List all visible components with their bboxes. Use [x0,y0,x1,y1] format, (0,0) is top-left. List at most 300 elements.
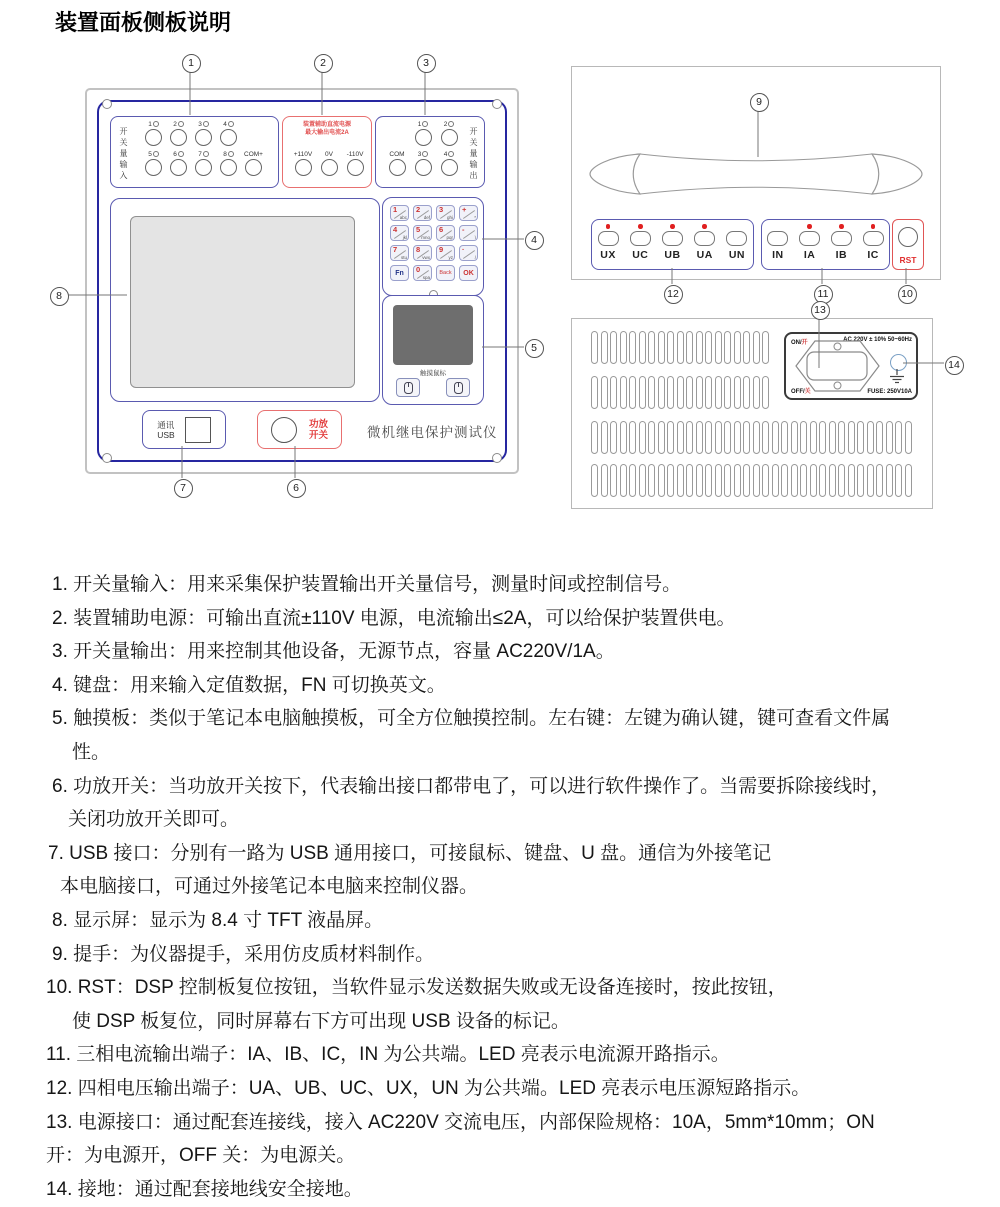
mouse-icon [404,382,413,394]
terminal-cell [410,120,436,146]
terminal-label: 6 [173,150,184,158]
description-line: 12. 四相电压输出端子：UA、UB、UC、UX，UN 为公共端。LED 亮表示电压源短路指示。 [46,1077,811,1099]
keypad-key-7: 7 stu [390,245,409,261]
vent-slot-icon [648,464,655,497]
terminal-jack [295,159,312,176]
keypad-key--: - \ [459,225,478,241]
terminal-jack [726,231,747,246]
vent-slot-icon [743,331,750,364]
terminal-label: IB [835,248,848,261]
vent-slot-icon [658,331,665,364]
keypad-key-+: + * [459,205,478,221]
switch-input-section [110,116,279,188]
vent-slot-icon [705,464,712,497]
description-line: 6. 功放开关：当功放开关按下，代表输出接口都带电了，可以进行软件操作了。当需要拆除接线时， [52,775,891,797]
display-section [110,198,380,402]
callout-12: 12 [664,285,683,304]
vent-row [591,331,772,369]
led-indicator-icon [638,224,643,229]
description-line: 10. RST：DSP 控制板复位按钮，当软件显示发送数据失败或无设备连接时，按此按钮， [46,977,787,999]
terminal-cell [384,150,410,176]
vent-slot-icon [800,421,807,454]
vent-slot-icon [648,421,655,454]
keypad-key-9: 9 yz [436,245,455,261]
current-terminals [761,219,890,270]
vent-slot-icon [677,464,684,497]
vent-slot-icon [648,376,655,409]
callout-4: 4 [525,231,544,250]
terminal-cell [191,120,216,146]
rst-label: RST [899,255,917,265]
terminal-jack [831,231,852,246]
output-terminal-IN [762,220,794,269]
terminal-label: 4 [223,120,234,128]
terminal-jack [170,159,187,176]
vent-slot-icon [781,464,788,497]
callout-11: 11 [814,285,833,304]
callout-3: 3 [417,54,436,73]
vent-slot-icon [705,421,712,454]
led-indicator-icon [448,151,454,157]
terminal-label: IA [803,248,816,261]
vent-slot-icon [715,464,722,497]
mouse-left-button [396,378,420,397]
terminal-jack [662,231,683,246]
vent-slot-icon [667,331,674,364]
handle-icon [580,151,932,197]
vent-slot-icon [857,421,864,454]
amp-label-line1: 功放 [308,418,328,430]
terminal-label: 5 [148,150,159,158]
vent-slot-icon [734,331,741,364]
callout-7: 7 [174,479,193,498]
rear-panel-diagram [571,318,933,509]
vent-slot-icon [905,421,912,454]
vent-slot-icon [639,331,646,364]
touchpad-label: 触摸鼠标 [420,370,446,377]
terminal-cell [436,150,462,176]
aux-power-note [283,121,371,137]
vent-slot-icon [591,421,598,454]
description-line: 本电脑接口，可通过外接笔记本电脑来控制仪器。 [60,876,479,898]
callout-10: 10 [898,285,917,304]
ac-rating-label: AC 220V ± 10% 50~60Hz [843,337,912,343]
vent-slot-icon [838,464,845,497]
description-line: 关闭功放开关即可。 [68,809,240,831]
output-terminal-UA [689,220,721,269]
keypad-key-0: 0 spa [413,265,432,281]
terminal-jack [598,231,619,246]
output-terminal-IB [826,220,858,269]
description-line: 5. 触摸板：类似于笔记本电脑触摸板，可全方位触摸控制。左右键：左键为确认键，键可查看文件属 [52,708,891,730]
description-line: 14. 接地：通过配套接地线安全接地。 [46,1178,363,1200]
vent-slot-icon [686,376,693,409]
vent-slot-icon [762,421,769,454]
front-panel-diagram [85,88,519,474]
usb-port [185,417,211,443]
vent-slot-icon [743,464,750,497]
led-indicator-icon [203,151,209,157]
vent-slot-icon [753,421,760,454]
vent-slot-icon [848,464,855,497]
callout-13: 13 [811,301,830,320]
terminal-jack [170,129,187,146]
vent-slot-icon [886,421,893,454]
vent-slot-icon [677,376,684,409]
vent-slot-icon [696,376,703,409]
terminal-label: IC [867,248,879,261]
terminal-jack [220,159,237,176]
keypad-key-2: 2 def [413,205,432,221]
vent-slot-icon [886,464,893,497]
description-line: 开：为电源开，OFF 关：为电源关。 [46,1145,356,1167]
vent-slot-icon [591,331,598,364]
terminal-jack [220,129,237,146]
vent-slot-icon [667,421,674,454]
vent-row [591,421,914,459]
keypad-key-8: 8 vwx [413,245,432,261]
usb-label-line1: 通讯 [157,419,175,430]
callout-8: 8 [50,287,69,306]
amp-switch-label [309,419,328,441]
description-line: 8. 显示屏：显示为 8.4 寸 TFT 液晶屏。 [52,909,384,931]
vent-slot-icon [743,376,750,409]
terminal-cell [166,120,191,146]
switch-output-label: 开关量输出 [469,127,478,182]
terminal-cell [290,150,316,176]
led-indicator-icon [606,224,611,229]
amp-label-line2: 开关 [308,429,328,441]
power-on-label: ON/开 [791,340,808,346]
terminal-jack [415,159,432,176]
switch-input-label: 开关量输入 [119,127,128,182]
vent-slot-icon [724,376,731,409]
description-line: 4. 键盘：用来输入定值数据，FN 可切换英文。 [52,674,446,696]
terminal-jack [799,231,820,246]
vent-slot-icon [696,464,703,497]
terminal-label: UA [696,248,713,261]
vent-slot-icon [601,464,608,497]
screw-icon [492,453,502,463]
callout-14: 14 [945,356,964,375]
vent-slot-icon [601,331,608,364]
led-indicator-icon [178,121,184,127]
description-line: 3. 开关量输出：用来控制其他设备，无源节点，容量 AC220V/1A。 [52,641,615,663]
terminal-label: IN [772,248,784,261]
vent-slot-icon [705,331,712,364]
led-indicator-icon [228,121,234,127]
vent-slot-icon [905,464,912,497]
screw-icon [102,99,112,109]
output-terminal-UC [624,220,656,269]
vent-slot-icon [601,376,608,409]
vent-slot-icon [743,421,750,454]
terminal-jack [195,129,212,146]
fuse-label: FUSE: 250V10A [867,389,912,395]
output-terminal-IC [857,220,889,269]
vent-slot-icon [658,464,665,497]
terminal-jack [347,159,364,176]
vent-slot-icon [848,421,855,454]
led-indicator-icon [422,121,428,127]
terminal-label: 3 [418,150,429,158]
vent-slot-icon [734,421,741,454]
description-line: 13. 电源接口：通过配套连接线，接入 AC220V 交流电压，内部保险规格：10A，5mm*10mm；ON [46,1111,875,1133]
vent-slot-icon [715,331,722,364]
terminal-cell [241,150,266,176]
vent-slot-icon [591,464,598,497]
vent-row [591,376,772,414]
terminal-label: 8 [223,150,234,158]
vent-slot-icon [819,464,826,497]
vent-slot-icon [610,421,617,454]
vent-slot-icon [800,464,807,497]
description-line: 使 DSP 板复位，同时屏幕右下方可出现 USB 设备的标记。 [72,1010,570,1032]
vent-slot-icon [724,421,731,454]
terminal-label: +110V [293,150,313,158]
rst-button [898,227,918,247]
vent-slot-icon [724,464,731,497]
amp-switch-section [257,410,342,449]
vent-slot-icon [677,331,684,364]
terminal-label: 3 [198,120,209,128]
vent-slot-icon [724,331,731,364]
terminal-jack [415,129,432,146]
terminal-label: 0V [325,150,333,158]
vent-slot-icon [601,421,608,454]
led-indicator-icon [807,224,812,229]
vent-slot-icon [667,464,674,497]
vent-slot-icon [895,421,902,454]
usb-label [157,420,174,440]
vent-slot-icon [829,464,836,497]
vent-slot-icon [772,421,779,454]
keypad-key-Fn: Fn [390,265,409,281]
screw-icon [492,99,502,109]
led-indicator-icon [203,121,209,127]
vent-slot-icon [639,376,646,409]
keypad-section [382,197,484,296]
vent-slot-icon [867,464,874,497]
aux-note-line1: 装置辅助直流电源 [302,122,351,128]
terminal-cell [384,120,410,146]
aux-power-section [282,116,372,188]
terminal-cell [166,150,191,176]
terminal-jack [145,129,162,146]
vent-slot-icon [629,421,636,454]
terminal-label: 4 [444,150,455,158]
vent-slot-icon [591,376,598,409]
aux-note-line2: 最大输出电流2A [305,130,349,136]
output-terminal-IA [794,220,826,269]
callout-5: 5 [525,339,544,358]
led-indicator-icon [702,224,707,229]
terminal-jack [767,231,788,246]
description-line: 2. 装置辅助电源：可输出直流±110V 电源，电流输出≤2A，可以给保护装置供电。 [52,607,736,629]
screw-icon [102,453,112,463]
terminal-jack [863,231,884,246]
vent-slot-icon [762,464,769,497]
terminal-cell [241,120,266,146]
terminal-label: UN [728,248,745,261]
vent-slot-icon [648,331,655,364]
vent-slot-icon [810,464,817,497]
description-line: 1. 开关量输入：用来采集保护装置输出开关量信号，测量时间或控制信号。 [52,574,682,595]
led-indicator-icon [448,121,454,127]
terminal-cell [141,120,166,146]
vent-slot-icon [781,421,788,454]
vent-slot-icon [610,376,617,409]
mouse-right-button [446,378,470,397]
touchpad [393,305,473,365]
description-line: 11. 三相电流输出端子：IA、IB、IC，IN 为公共端。LED 亮表示电流源开路指示。 [46,1044,730,1066]
terminal-jack [441,159,458,176]
vent-slot-icon [857,464,864,497]
terminal-jack [441,129,458,146]
vent-slot-icon [620,331,627,364]
vent-slot-icon [696,331,703,364]
panel-diagrams [0,0,1000,560]
terminal-cell [216,120,241,146]
vent-slot-icon [734,376,741,409]
terminal-cell [141,150,166,176]
vent-slot-icon [686,464,693,497]
keypad-key-6: 6 pqr [436,225,455,241]
vent-slot-icon [667,376,674,409]
switch-input-terminals [141,120,266,180]
terminal-label: COM [389,150,405,158]
keypad-key-OK: OK [459,265,478,281]
vent-slot-icon [715,421,722,454]
touchpad-section [382,295,484,405]
keypad-key-5: 5 mno [413,225,432,241]
vent-slot-icon [639,421,646,454]
terminal-label: COM+ [244,150,263,158]
device-name: 微机继电保护测试仪 [367,425,498,440]
vent-slot-icon [610,464,617,497]
led-indicator-icon [871,224,876,229]
vent-slot-icon [895,464,902,497]
description-line: 7. USB 接口：分别有一路为 USB 通用接口，可接鼠标、键盘、U 盘。通信为外接笔记 [48,842,772,864]
vent-slot-icon [705,376,712,409]
vent-slot-icon [772,464,779,497]
terminal-jack [321,159,338,176]
led-indicator-icon [839,224,844,229]
terminal-cell [216,150,241,176]
vent-slot-icon [620,421,627,454]
mouse-icon [454,382,463,394]
output-terminal-UB [656,220,688,269]
terminal-label: -110V [346,150,364,158]
terminal-jack [630,231,651,246]
callout-6: 6 [287,479,306,498]
vent-row [591,464,914,502]
keypad-key-3: 3 ghi [436,205,455,221]
terminal-jack [694,231,715,246]
amp-switch-button [271,417,297,443]
terminal-label: 7 [198,150,209,158]
led-indicator-icon [422,151,428,157]
led-indicator-icon [178,151,184,157]
vent-slot-icon [610,331,617,364]
terminal-jack [195,159,212,176]
terminal-cell [191,150,216,176]
vent-slot-icon [876,421,883,454]
vent-slot-icon [658,421,665,454]
vent-slot-icon [629,331,636,364]
vent-slot-icon [791,421,798,454]
vent-slot-icon [762,376,769,409]
vent-slot-icon [639,464,646,497]
vent-slot-icon [867,421,874,454]
keypad-key-·: · / [459,245,478,261]
vent-slot-icon [838,421,845,454]
description-line: 9. 提手：为仪器提手，采用仿皮质材料制作。 [52,943,435,965]
lcd-screen [130,216,355,388]
vent-slot-icon [686,421,693,454]
led-indicator-icon [228,151,234,157]
switch-output-terminals [384,120,462,180]
terminal-cell [342,150,368,176]
inlet-socket-icon [794,338,882,394]
usb-label-line2: USB [157,429,175,440]
vent-slot-icon [658,376,665,409]
vent-slot-icon [791,464,798,497]
callout-1: 1 [182,54,201,73]
output-terminal-UX [592,220,624,269]
switch-output-section [375,116,485,188]
terminal-label: 1 [148,120,159,128]
page-title: 装置面板侧板说明 [55,10,232,35]
keypad-key-1: 1 abc [390,205,409,221]
vent-slot-icon [629,376,636,409]
vent-slot-icon [753,376,760,409]
terminal-label: UC [632,248,649,261]
terminal-label: 2 [444,120,455,128]
terminal-label: UB [664,248,681,261]
terminal-cell [410,150,436,176]
vent-slot-icon [753,331,760,364]
vent-slot-icon [696,421,703,454]
callout-2: 2 [314,54,333,73]
terminal-jack [389,159,406,176]
voltage-terminals [591,219,754,270]
keypad-key-4: 4 jkl [390,225,409,241]
vent-slot-icon [810,421,817,454]
led-indicator-icon [670,224,675,229]
vent-slot-icon [876,464,883,497]
terminal-jack [145,159,162,176]
vent-slot-icon [819,421,826,454]
vent-slot-icon [620,464,627,497]
vent-slot-icon [620,376,627,409]
terminal-label: 2 [173,120,184,128]
vent-slot-icon [829,421,836,454]
terminal-cell [316,150,342,176]
usb-section [142,410,226,449]
vent-slot-icon [762,331,769,364]
vent-slot-icon [629,464,636,497]
terminal-cell [436,120,462,146]
vent-slot-icon [753,464,760,497]
vent-slot-icon [686,331,693,364]
keypad-key-Back: Back [436,265,455,281]
led-indicator-icon [153,151,159,157]
power-off-label: OFF/关 [791,389,811,395]
aux-power-terminals [290,150,368,180]
rst-section [892,219,924,270]
terminal-jack [245,159,262,176]
